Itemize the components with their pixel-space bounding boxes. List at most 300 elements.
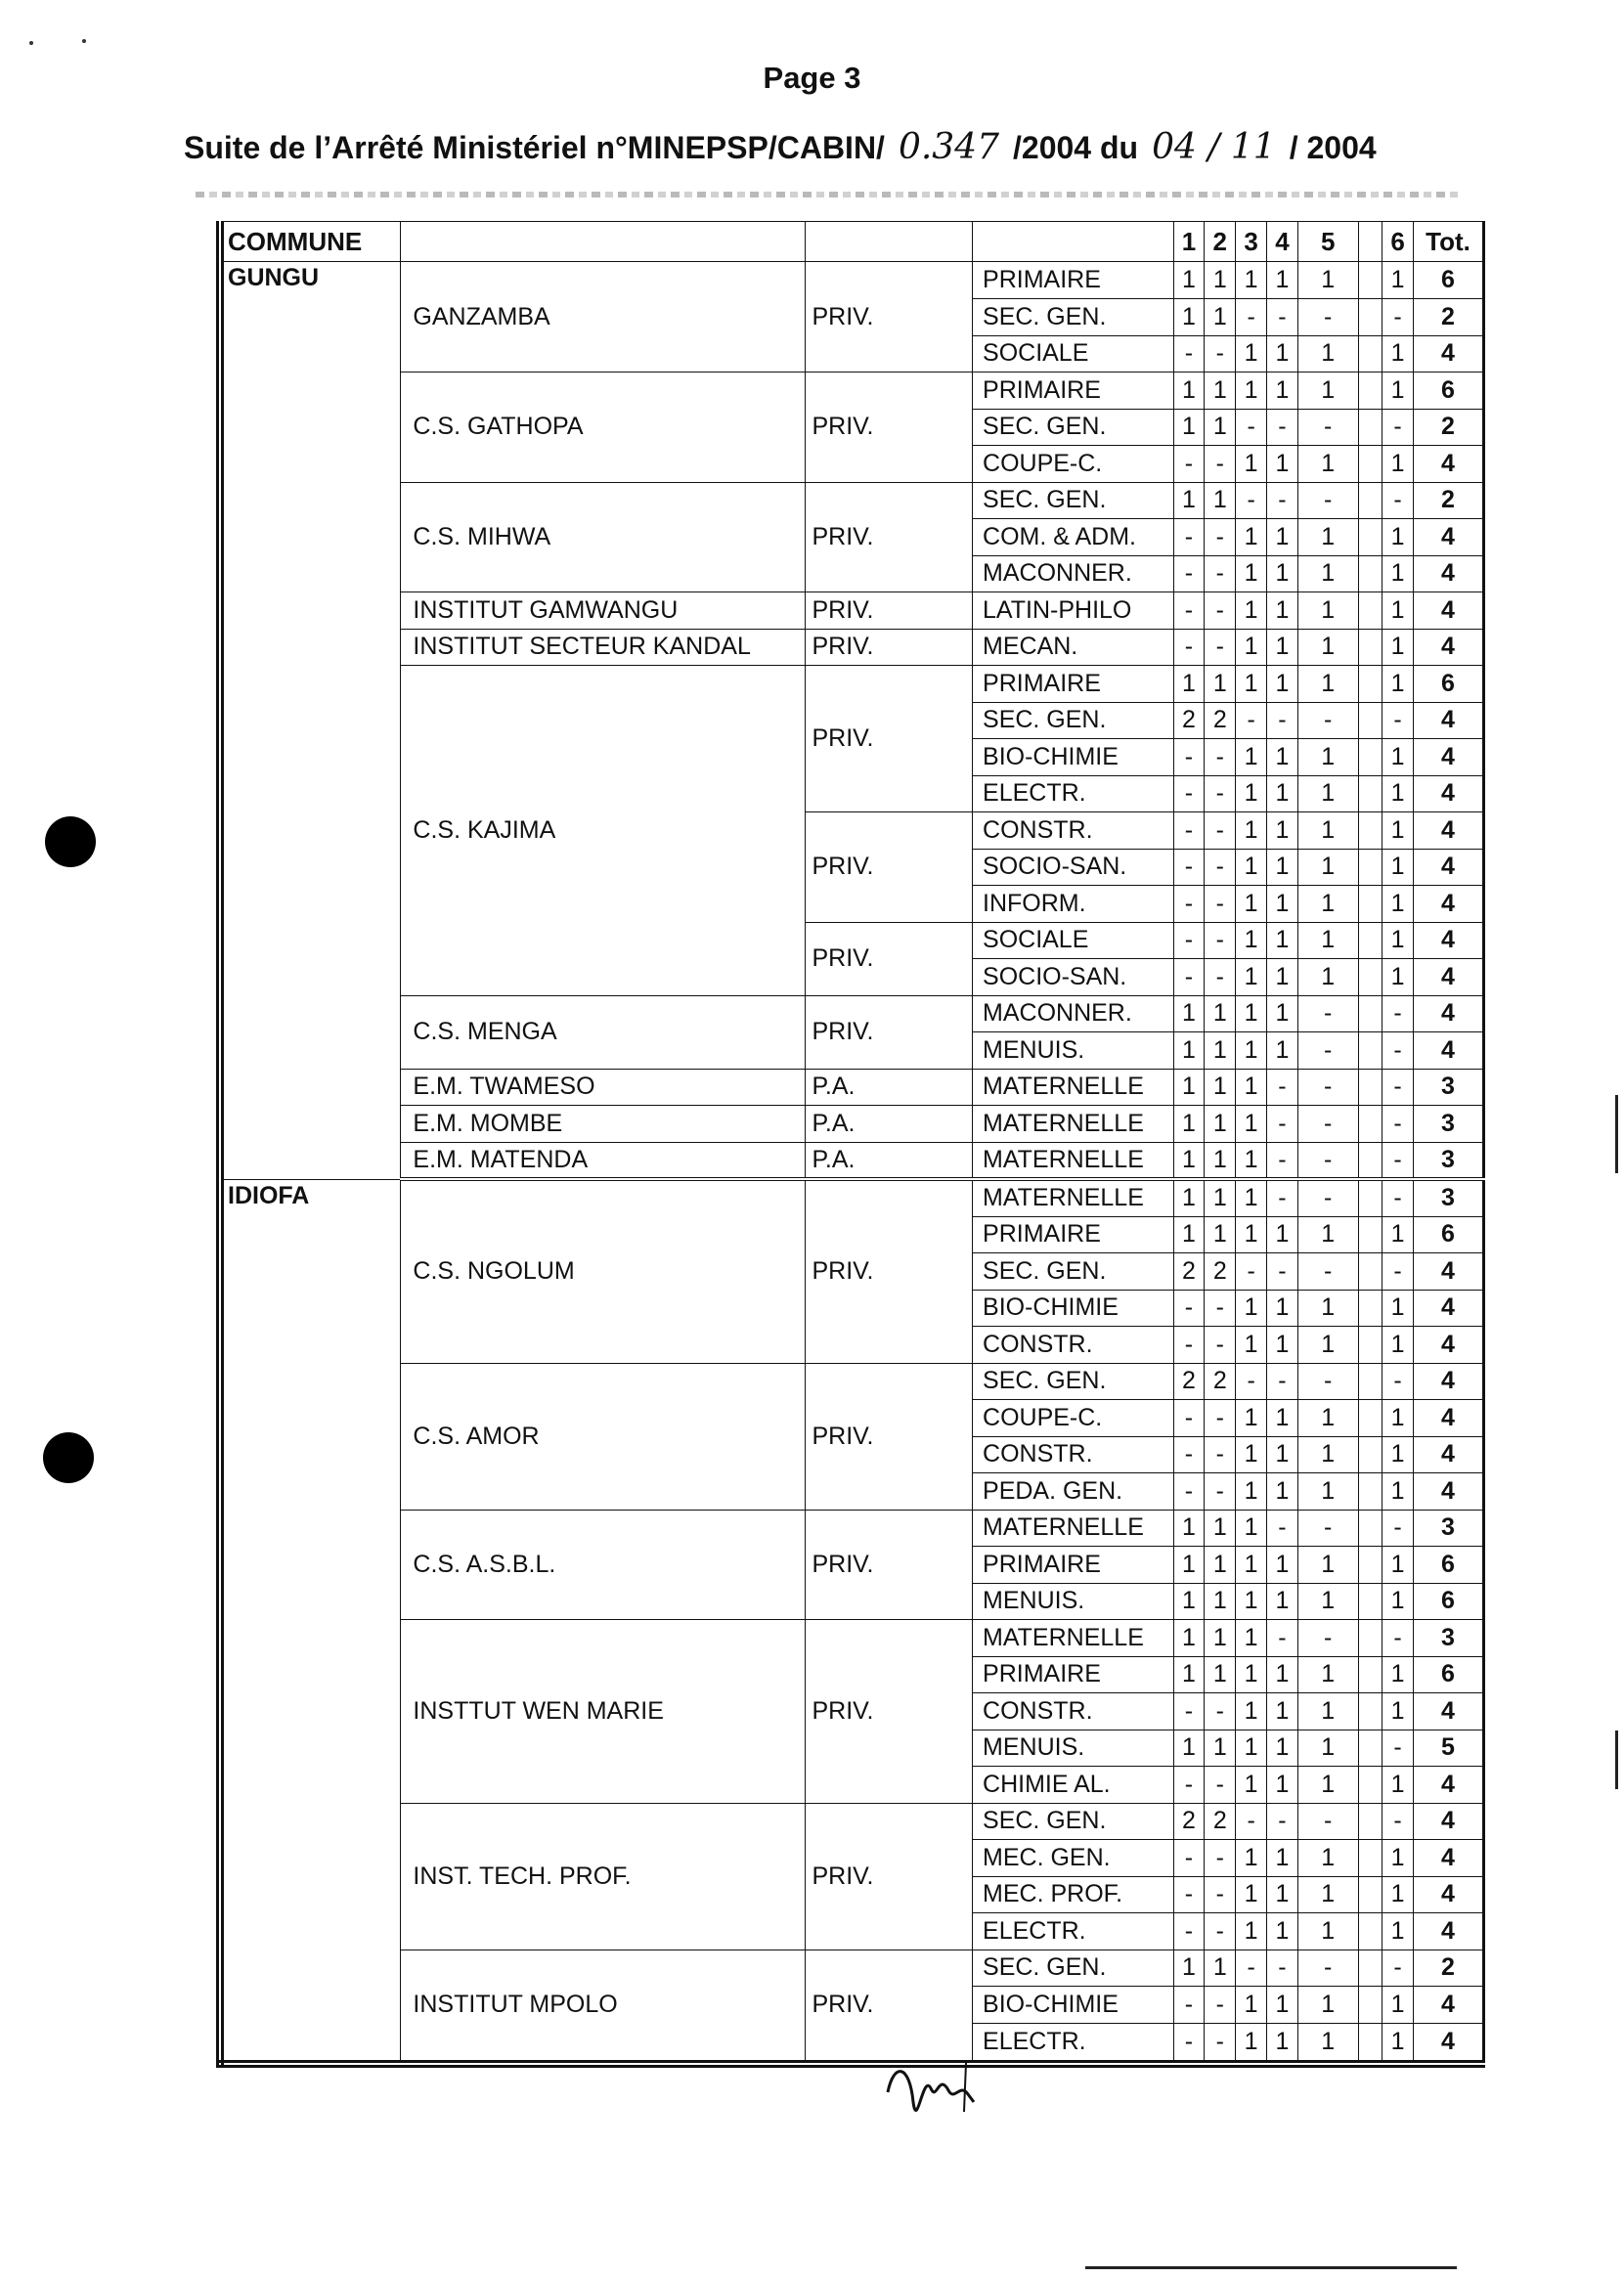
commune-cell: [220, 995, 401, 1032]
commune-cell: [220, 775, 401, 812]
class-count-cell: -: [1267, 1949, 1298, 1987]
filiere-cell: MATERNELLE: [973, 1069, 1173, 1106]
class-count-cell: 1: [1267, 372, 1298, 410]
filiere-cell: MATERNELLE: [973, 1106, 1173, 1143]
class-count-cell: 1: [1205, 1510, 1236, 1547]
class-count-cell: -: [1267, 482, 1298, 519]
total-cell: 6: [1414, 372, 1484, 410]
commune-cell: [220, 922, 401, 959]
class-count-cell: 1: [1236, 1656, 1267, 1693]
class-count-cell: 1: [1236, 1693, 1267, 1730]
filiere-cell: SOCIO-SAN.: [973, 959, 1173, 996]
spacer-cell: [1358, 1876, 1383, 1913]
commune-cell: [220, 299, 401, 336]
class-count-cell: 1: [1383, 335, 1414, 372]
commune-cell: [220, 1216, 401, 1253]
class-count-cell: 1: [1383, 812, 1414, 850]
class-count-cell: -: [1173, 519, 1205, 556]
spacer-cell: [1358, 446, 1383, 483]
commune-cell: [220, 1913, 401, 1950]
commune-cell: [220, 739, 401, 776]
class-count-cell: -: [1383, 1179, 1414, 1216]
class-count-cell: 1: [1205, 666, 1236, 703]
class-count-cell: -: [1383, 1803, 1414, 1840]
spacer-cell: [1358, 886, 1383, 923]
total-cell: 2: [1414, 299, 1484, 336]
class-count-cell: -: [1383, 1142, 1414, 1179]
table-row: [220, 1106, 1484, 1143]
statut-cell: PRIV.: [806, 1179, 973, 1363]
filiere-cell: MEC. PROF.: [973, 1876, 1173, 1913]
class-count-cell: 1: [1267, 1913, 1298, 1950]
class-count-cell: 1: [1236, 812, 1267, 850]
class-count-cell: 1: [1205, 1032, 1236, 1070]
class-count-cell: 1: [1236, 1069, 1267, 1106]
column-header: Tot.: [1414, 222, 1484, 262]
class-count-cell: -: [1205, 1767, 1236, 1804]
total-cell: 4: [1414, 886, 1484, 923]
class-count-cell: -: [1267, 299, 1298, 336]
spacer-cell: [1358, 1730, 1383, 1767]
spacer-cell: [1358, 1473, 1383, 1511]
total-cell: 4: [1414, 1290, 1484, 1327]
total-cell: 6: [1414, 1216, 1484, 1253]
spacer-cell: [1358, 959, 1383, 996]
class-count-cell: 1: [1173, 1620, 1205, 1657]
spacer-cell: [1358, 849, 1383, 886]
class-count-cell: -: [1205, 959, 1236, 996]
class-count-cell: 1: [1267, 1583, 1298, 1620]
total-cell: 4: [1414, 739, 1484, 776]
class-count-cell: -: [1205, 849, 1236, 886]
total-cell: 4: [1414, 1840, 1484, 1877]
column-header: 4: [1267, 222, 1298, 262]
class-count-cell: 1: [1297, 629, 1358, 666]
class-count-cell: -: [1383, 409, 1414, 446]
class-count-cell: 1: [1236, 1730, 1267, 1767]
class-count-cell: -: [1173, 1327, 1205, 1364]
class-count-cell: -: [1173, 1473, 1205, 1511]
class-count-cell: 1: [1297, 1693, 1358, 1730]
filiere-cell: MACONNER.: [973, 995, 1173, 1032]
filiere-cell: SOCIALE: [973, 922, 1173, 959]
class-count-cell: 1: [1173, 1510, 1205, 1547]
total-cell: 4: [1414, 1913, 1484, 1950]
commune-cell: [220, 2023, 401, 2064]
class-count-cell: -: [1236, 1363, 1267, 1400]
handwritten-signature: [880, 2034, 997, 2141]
scan-edge-mark: [1615, 1730, 1618, 1789]
class-count-cell: -: [1267, 1363, 1298, 1400]
class-count-cell: -: [1173, 555, 1205, 592]
spacer-cell: [1358, 629, 1383, 666]
filiere-cell: SEC. GEN.: [973, 1363, 1173, 1400]
class-count-cell: 1: [1236, 1179, 1267, 1216]
commune-cell: [220, 1987, 401, 2024]
statut-cell: PRIV.: [806, 1510, 973, 1620]
table-row: [220, 1142, 1484, 1179]
total-cell: 6: [1414, 1583, 1484, 1620]
filiere-cell: PRIMAIRE: [973, 262, 1173, 299]
spacer-cell: [1358, 1913, 1383, 1950]
class-count-cell: -: [1383, 1253, 1414, 1291]
total-cell: 4: [1414, 1032, 1484, 1070]
statut-cell: PRIV.: [806, 1949, 973, 2064]
total-cell: 4: [1414, 592, 1484, 630]
class-count-cell: -: [1173, 812, 1205, 850]
spacer-cell: [1358, 1987, 1383, 2024]
spacer-cell: [1358, 555, 1383, 592]
table-header-row: [220, 222, 1484, 262]
class-count-cell: 1: [1267, 959, 1298, 996]
class-count-cell: 2: [1205, 1803, 1236, 1840]
school-name: GANZAMBA: [401, 262, 806, 372]
total-cell: 4: [1414, 629, 1484, 666]
spacer-cell: [1358, 1142, 1383, 1179]
commune-cell: [220, 1767, 401, 1804]
class-count-cell: -: [1267, 1069, 1298, 1106]
class-count-cell: -: [1236, 482, 1267, 519]
filiere-cell: MATERNELLE: [973, 1510, 1173, 1547]
class-count-cell: 1: [1297, 886, 1358, 923]
class-count-cell: 1: [1383, 555, 1414, 592]
commune-cell: [220, 959, 401, 996]
class-count-cell: -: [1297, 1803, 1358, 1840]
class-count-cell: 1: [1297, 2023, 1358, 2064]
class-count-cell: 1: [1383, 959, 1414, 996]
class-count-cell: 1: [1236, 1473, 1267, 1511]
class-count-cell: 1: [1297, 1876, 1358, 1913]
school-name: C.S. KAJIMA: [401, 666, 806, 996]
statut-cell: PRIV.: [806, 629, 973, 666]
class-count-cell: 1: [1236, 555, 1267, 592]
class-count-cell: 1: [1297, 1767, 1358, 1804]
total-cell: 4: [1414, 1803, 1484, 1840]
class-count-cell: -: [1383, 1363, 1414, 1400]
class-count-cell: -: [1173, 1767, 1205, 1804]
commune-cell: [220, 1547, 401, 1584]
filiere-cell: PRIMAIRE: [973, 1656, 1173, 1693]
commune-cell: [220, 1730, 401, 1767]
column-header: 1: [1173, 222, 1205, 262]
class-count-cell: -: [1205, 335, 1236, 372]
filiere-cell: SEC. GEN.: [973, 299, 1173, 336]
commune-cell: [220, 519, 401, 556]
class-count-cell: -: [1173, 1913, 1205, 1950]
total-cell: 4: [1414, 1473, 1484, 1511]
class-count-cell: 1: [1236, 1142, 1267, 1179]
table-row: [220, 262, 1484, 299]
column-header: 6: [1383, 222, 1414, 262]
class-count-cell: 1: [1383, 1767, 1414, 1804]
handwritten-number: 0.347: [898, 127, 999, 167]
class-count-cell: 1: [1205, 1216, 1236, 1253]
class-count-cell: 1: [1236, 1767, 1267, 1804]
filiere-cell: ELECTR.: [973, 2023, 1173, 2064]
class-count-cell: 1: [1267, 446, 1298, 483]
statut-cell: P.A.: [806, 1142, 973, 1179]
class-count-cell: 1: [1267, 1876, 1298, 1913]
class-count-cell: -: [1297, 482, 1358, 519]
table-row: [220, 592, 1484, 630]
class-count-cell: -: [1173, 959, 1205, 996]
class-count-cell: -: [1205, 555, 1236, 592]
class-count-cell: -: [1297, 995, 1358, 1032]
class-count-cell: 1: [1383, 1327, 1414, 1364]
class-count-cell: -: [1173, 1987, 1205, 2024]
class-count-cell: 1: [1297, 1436, 1358, 1473]
class-count-cell: -: [1173, 849, 1205, 886]
class-count-cell: -: [1236, 299, 1267, 336]
spacer-cell: [1358, 1840, 1383, 1877]
class-count-cell: -: [1267, 1253, 1298, 1291]
class-count-cell: -: [1205, 1987, 1236, 2024]
class-count-cell: 1: [1267, 555, 1298, 592]
scan-edge-mark: [1615, 1095, 1618, 1173]
class-count-cell: -: [1383, 1032, 1414, 1070]
class-count-cell: 1: [1236, 775, 1267, 812]
class-count-cell: 1: [1267, 1327, 1298, 1364]
spacer-cell: [1358, 1363, 1383, 1400]
commune-cell: [220, 1290, 401, 1327]
class-count-cell: 1: [1173, 409, 1205, 446]
commune-cell: [220, 1473, 401, 1511]
heading-year: /2004 du: [1013, 130, 1139, 165]
spacer-cell: [1358, 775, 1383, 812]
commune-cell: [220, 482, 401, 519]
spacer-cell: [1358, 1693, 1383, 1730]
spacer-cell: [1358, 2023, 1383, 2064]
class-count-cell: -: [1297, 702, 1358, 739]
page-number: Page 3: [763, 61, 861, 95]
spacer-cell: [1358, 1253, 1383, 1291]
class-count-cell: -: [1205, 812, 1236, 850]
class-count-cell: -: [1267, 1142, 1298, 1179]
class-count-cell: 1: [1297, 1730, 1358, 1767]
class-count-cell: 1: [1236, 886, 1267, 923]
class-count-cell: -: [1205, 1400, 1236, 1437]
table-row: [220, 1620, 1484, 1657]
filiere-cell: PRIMAIRE: [973, 1547, 1173, 1584]
class-count-cell: 2: [1173, 1803, 1205, 1840]
class-count-cell: -: [1173, 592, 1205, 630]
spacer-cell: [1358, 1656, 1383, 1693]
class-count-cell: -: [1173, 1436, 1205, 1473]
class-count-cell: 1: [1236, 1290, 1267, 1327]
school-name: E.M. MOMBE: [401, 1106, 806, 1143]
class-count-cell: 1: [1383, 775, 1414, 812]
class-count-cell: 1: [1297, 739, 1358, 776]
column-header: [806, 222, 973, 262]
total-cell: 4: [1414, 1436, 1484, 1473]
spacer-cell: [1358, 1767, 1383, 1804]
class-count-cell: 1: [1205, 1142, 1236, 1179]
class-count-cell: -: [1297, 1510, 1358, 1547]
class-count-cell: -: [1205, 886, 1236, 923]
class-count-cell: 1: [1297, 1840, 1358, 1877]
class-count-cell: 2: [1173, 702, 1205, 739]
class-count-cell: 1: [1297, 1547, 1358, 1584]
class-count-cell: 1: [1383, 1473, 1414, 1511]
class-count-cell: -: [1383, 1069, 1414, 1106]
filiere-cell: PRIMAIRE: [973, 372, 1173, 410]
school-name: INSTITUT GAMWANGU: [401, 592, 806, 630]
class-count-cell: -: [1297, 1620, 1358, 1657]
statut-cell: PRIV.: [806, 1803, 973, 1949]
class-count-cell: 1: [1205, 1583, 1236, 1620]
statut-cell: PRIV.: [806, 666, 973, 812]
spacer-cell: [1358, 372, 1383, 410]
class-count-cell: -: [1205, 519, 1236, 556]
commune-cell: [220, 1032, 401, 1070]
statut-cell: PRIV.: [806, 812, 973, 923]
column-header: [973, 222, 1173, 262]
filiere-cell: SEC. GEN.: [973, 409, 1173, 446]
commune-cell: [220, 702, 401, 739]
spacer-cell: [1358, 812, 1383, 850]
filiere-cell: INFORM.: [973, 886, 1173, 923]
class-count-cell: -: [1173, 739, 1205, 776]
class-count-cell: 1: [1297, 262, 1358, 299]
filiere-cell: BIO-CHIMIE: [973, 1987, 1173, 2024]
class-count-cell: -: [1267, 1510, 1298, 1547]
filiere-cell: CONSTR.: [973, 1327, 1173, 1364]
class-count-cell: 1: [1267, 995, 1298, 1032]
class-count-cell: -: [1236, 409, 1267, 446]
total-cell: 4: [1414, 1253, 1484, 1291]
commune-cell: [220, 1106, 401, 1143]
filiere-cell: PEDA. GEN.: [973, 1473, 1173, 1511]
class-count-cell: 1: [1236, 1510, 1267, 1547]
filiere-cell: SEC. GEN.: [973, 1253, 1173, 1291]
class-count-cell: 1: [1383, 1693, 1414, 1730]
class-count-cell: -: [1267, 1106, 1298, 1143]
class-count-cell: 1: [1205, 1547, 1236, 1584]
class-count-cell: 1: [1383, 519, 1414, 556]
commune-cell: [220, 1803, 401, 1840]
class-count-cell: 1: [1205, 1620, 1236, 1657]
class-count-cell: 1: [1173, 372, 1205, 410]
class-count-cell: 1: [1383, 1876, 1414, 1913]
class-count-cell: 1: [1267, 666, 1298, 703]
class-count-cell: 1: [1205, 409, 1236, 446]
filiere-cell: CONSTR.: [973, 1436, 1173, 1473]
class-count-cell: 1: [1267, 812, 1298, 850]
spacer-cell: [1358, 666, 1383, 703]
school-name: INSTTUT WEN MARIE: [401, 1620, 806, 1804]
class-count-cell: -: [1173, 1840, 1205, 1877]
class-count-cell: 1: [1383, 1913, 1414, 1950]
filiere-cell: CONSTR.: [973, 812, 1173, 850]
commune-name: GUNGU: [220, 262, 401, 299]
class-count-cell: 1: [1236, 372, 1267, 410]
spacer-cell: [1358, 1290, 1383, 1327]
table-row: [220, 995, 1484, 1032]
school-name: INSTITUT MPOLO: [401, 1949, 806, 2064]
class-count-cell: -: [1205, 739, 1236, 776]
filiere-cell: CHIMIE AL.: [973, 1767, 1173, 1804]
class-count-cell: 1: [1383, 1583, 1414, 1620]
spacer-cell: [1358, 335, 1383, 372]
commune-cell: [220, 1693, 401, 1730]
class-count-cell: -: [1297, 409, 1358, 446]
class-count-cell: 1: [1267, 629, 1298, 666]
total-cell: 4: [1414, 1767, 1484, 1804]
class-count-cell: 1: [1173, 1216, 1205, 1253]
class-count-cell: 1: [1267, 1032, 1298, 1070]
total-cell: 2: [1414, 482, 1484, 519]
commune-cell: [220, 409, 401, 446]
filiere-cell: MATERNELLE: [973, 1142, 1173, 1179]
spacer-cell: [1358, 1069, 1383, 1106]
spacer-cell: [1358, 519, 1383, 556]
class-count-cell: 1: [1267, 592, 1298, 630]
class-count-cell: -: [1173, 775, 1205, 812]
class-count-cell: -: [1236, 1253, 1267, 1291]
class-count-cell: 1: [1205, 1730, 1236, 1767]
class-count-cell: 1: [1205, 1069, 1236, 1106]
class-count-cell: -: [1205, 775, 1236, 812]
total-cell: 2: [1414, 1949, 1484, 1987]
class-count-cell: 1: [1236, 1583, 1267, 1620]
class-count-cell: 1: [1297, 922, 1358, 959]
class-count-cell: -: [1297, 1253, 1358, 1291]
class-count-cell: -: [1173, 629, 1205, 666]
commune-cell: [220, 666, 401, 703]
filiere-cell: BIO-CHIMIE: [973, 739, 1173, 776]
class-count-cell: -: [1236, 702, 1267, 739]
school-name: C.S. GATHOPA: [401, 372, 806, 483]
class-count-cell: -: [1173, 922, 1205, 959]
spacer-cell: [1358, 1179, 1383, 1216]
class-count-cell: 1: [1383, 886, 1414, 923]
total-cell: 4: [1414, 849, 1484, 886]
total-cell: 4: [1414, 519, 1484, 556]
class-count-cell: -: [1383, 299, 1414, 336]
total-cell: 4: [1414, 812, 1484, 850]
class-count-cell: 1: [1267, 1693, 1298, 1730]
column-header: [1358, 222, 1383, 262]
class-count-cell: -: [1205, 1876, 1236, 1913]
commune-cell: [220, 335, 401, 372]
class-count-cell: -: [1383, 482, 1414, 519]
total-cell: 4: [1414, 702, 1484, 739]
class-count-cell: 1: [1267, 335, 1298, 372]
total-cell: 4: [1414, 995, 1484, 1032]
class-count-cell: 1: [1173, 1547, 1205, 1584]
class-count-cell: -: [1267, 702, 1298, 739]
scan-edge-mark: [1085, 2266, 1457, 2269]
class-count-cell: -: [1297, 1142, 1358, 1179]
class-count-cell: -: [1205, 1693, 1236, 1730]
total-cell: 3: [1414, 1106, 1484, 1143]
table-row: [220, 372, 1484, 410]
class-count-cell: 1: [1173, 1583, 1205, 1620]
class-count-cell: 1: [1236, 2023, 1267, 2064]
class-count-cell: -: [1205, 1840, 1236, 1877]
class-count-cell: -: [1267, 1803, 1298, 1840]
class-count-cell: 1: [1267, 1987, 1298, 2024]
punch-hole: [43, 1432, 94, 1483]
spacer-cell: [1358, 1106, 1383, 1143]
class-count-cell: 1: [1383, 2023, 1414, 2064]
total-cell: 3: [1414, 1620, 1484, 1657]
table-row: [220, 629, 1484, 666]
class-count-cell: -: [1383, 1106, 1414, 1143]
spacer-cell: [1358, 592, 1383, 630]
class-count-cell: -: [1383, 1730, 1414, 1767]
class-count-cell: -: [1383, 1510, 1414, 1547]
